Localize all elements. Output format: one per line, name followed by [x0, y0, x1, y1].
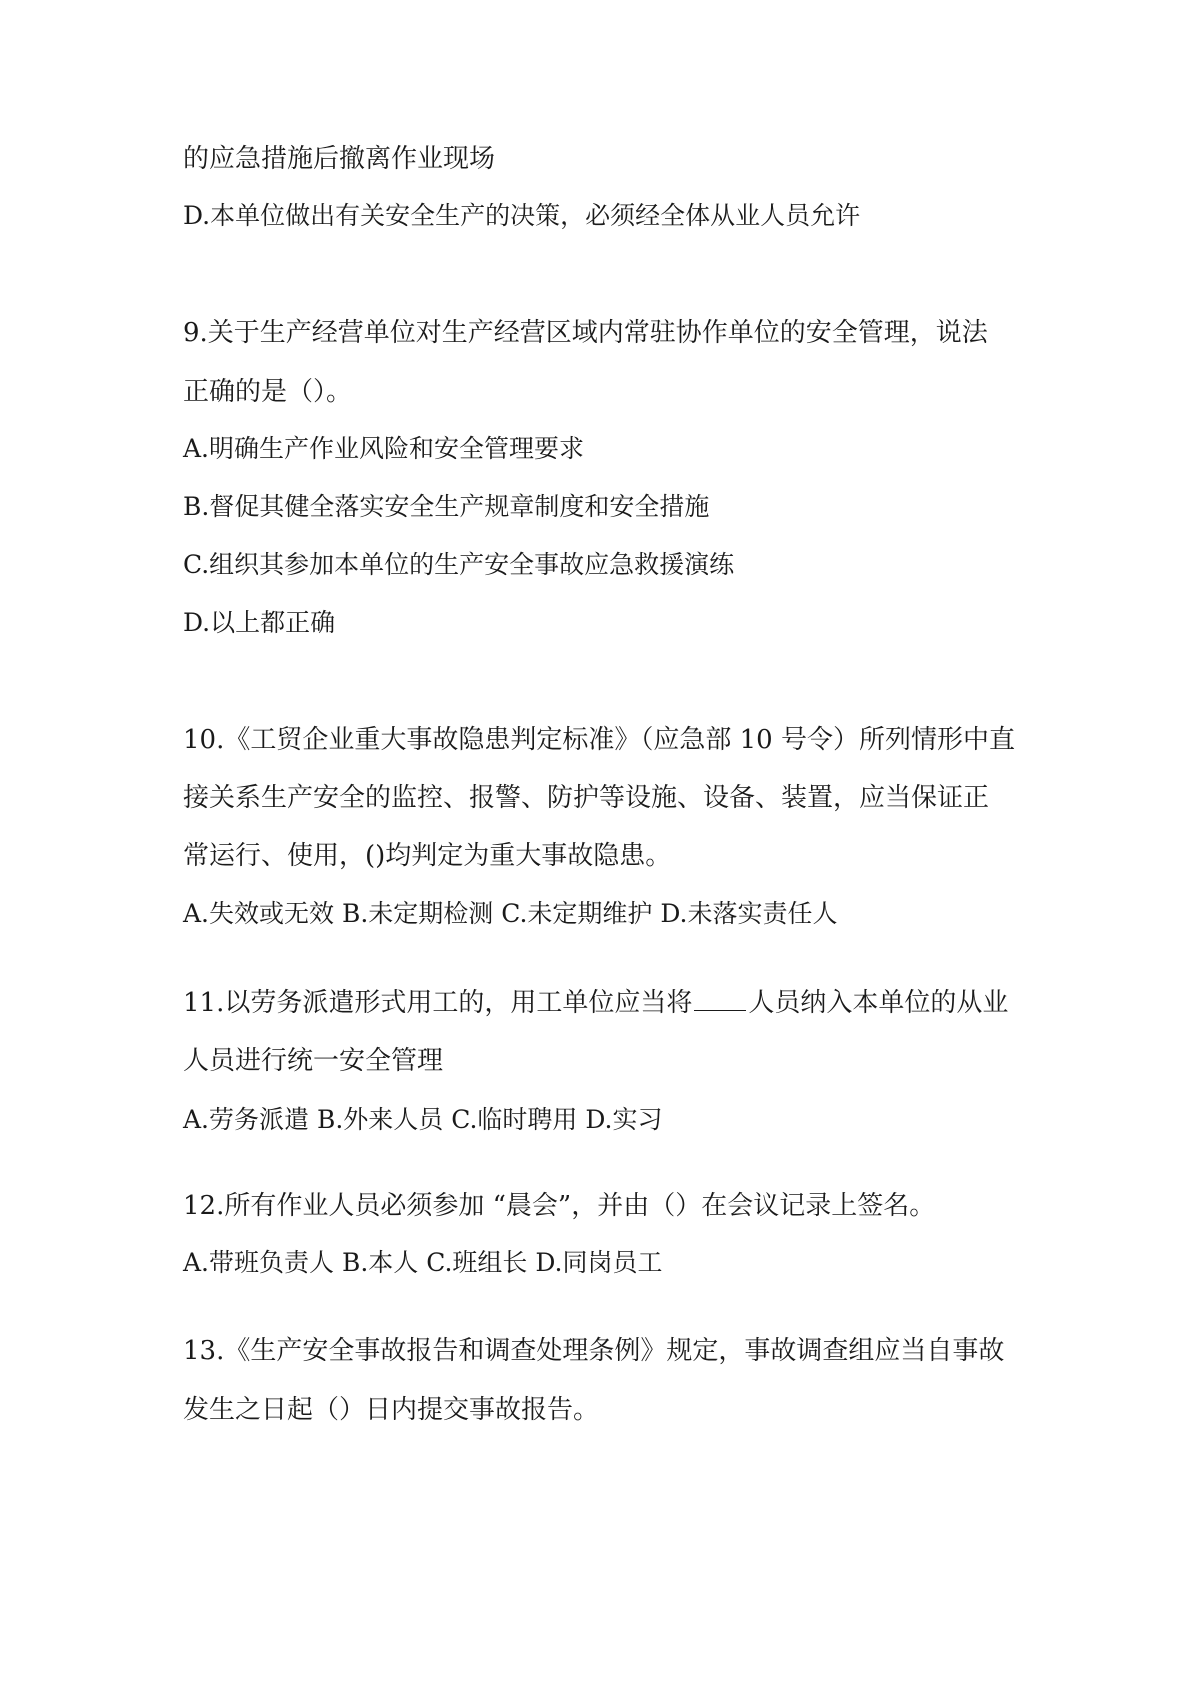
q9-option-b: B.督促其健全落实安全生产规章制度和安全措施: [183, 492, 710, 521]
q9-stem-line-1: 9.关于生产经营单位对生产经营区域内常驻协作单位的安全管理，说法: [183, 318, 988, 348]
fill-in-blank: [694, 990, 746, 1011]
q8-option-d: D.本单位做出有关安全生产的决策，必须经全体从业人员允许: [183, 201, 861, 230]
q10-stem-line-1: 10.《工贸企业重大事故隐患判定标准》（应急部 10 号令）所列情形中直: [183, 725, 1015, 755]
q8-option-c-continuation: 的应急措施后撤离作业现场: [183, 144, 496, 174]
q11-stem-after-blank: 人员纳入本单位的从业: [748, 988, 1009, 1018]
q9-option-c: C.组织其参加本单位的生产安全事故应急救援演练: [183, 550, 735, 579]
q11-stem-line-1: [183, 986, 1023, 1020]
q10-stem-line-3: 常运行、使用，()均判定为重大事故隐患。: [183, 841, 672, 871]
q11-stem-before-blank: 11.以劳务派遣形式用工的，用工单位应当将: [183, 988, 693, 1018]
q13-stem-line-2: 发生之日起（）日内提交事故报告。: [183, 1395, 600, 1425]
q9-option-a: A.明确生产作业风险和安全管理要求: [183, 434, 585, 463]
q9-stem-line-2: 正确的是（）。: [183, 377, 353, 407]
q12-options: A.带班负责人 B.本人 C.班组长 D.同岗员工: [183, 1248, 663, 1277]
q11-options: A.劳务派遣 B.外来人员 C.临时聘用 D.实习: [183, 1105, 663, 1134]
q13-stem-line-1: 13.《生产安全事故报告和调查处理条例》规定，事故调查组应当自事故: [183, 1336, 1005, 1366]
q10-options: A.失效或无效 B.未定期检测 C.未定期维护 D.未落实责任人: [183, 899, 838, 928]
q10-stem-line-2: 接关系生产安全的监控、报警、防护等设施、设备、装置，应当保证正: [183, 783, 990, 813]
q11-stem-line-2: 人员进行统一安全管理: [183, 1046, 444, 1076]
q9-option-d: D.以上都正确: [183, 608, 336, 637]
q12-stem: 12.所有作业人员必须参加 “晨会”，并由（）在会议记录上签名。: [183, 1191, 936, 1221]
